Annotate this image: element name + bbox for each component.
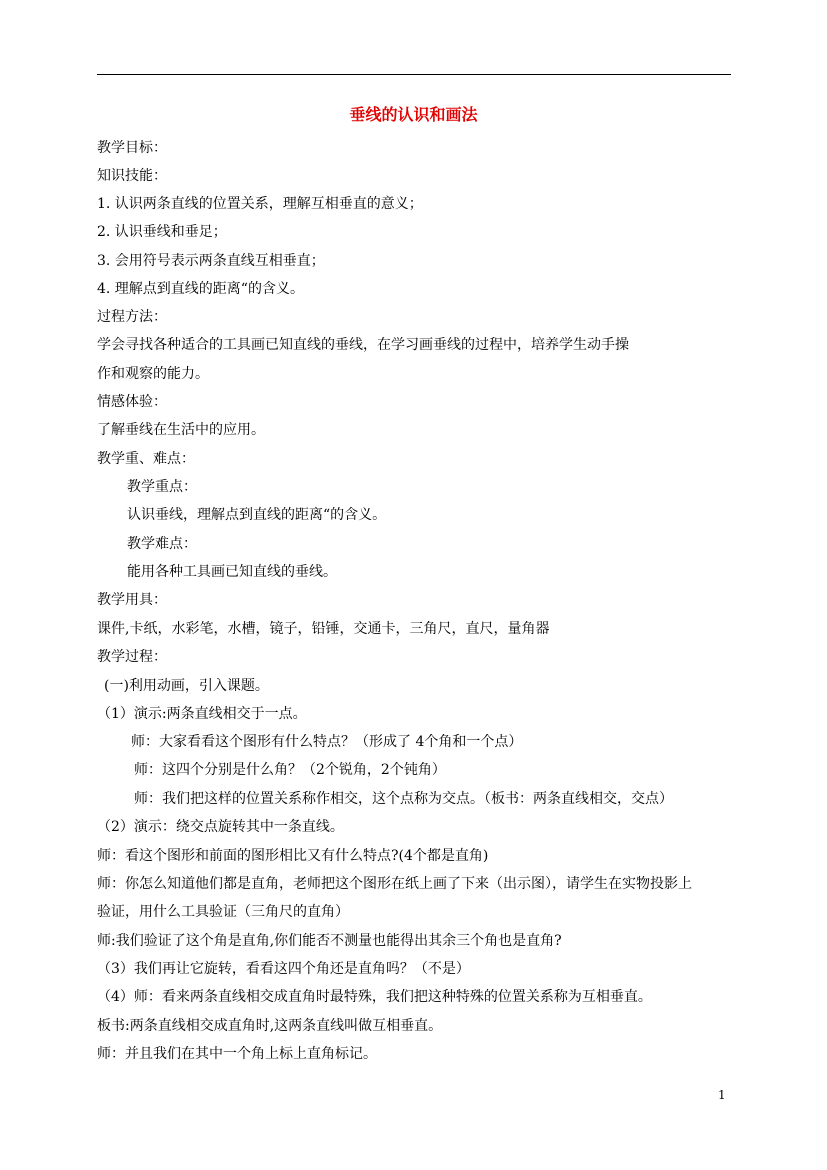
text-line: 师：这四个分别是什么角？（2个锐角，2个钝角） (134, 762, 446, 778)
text-line: (一)利用动画，引入课题。 (104, 678, 269, 694)
text-line: （3）我们再让它旋转，看看这四个角还是直角吗？（不是） (97, 961, 470, 977)
text-line: 过程方法： (97, 309, 167, 325)
text-line: 教学目标： (97, 140, 167, 156)
text-line: 认识垂线，理解点到直线的距离“的含义。 (127, 507, 387, 523)
page-title: 垂线的认识和画法 (349, 105, 478, 124)
text-line: （1）演示:两条直线相交于一点。 (97, 706, 307, 722)
text-line: 板书:两条直线相交成直角时,这两条直线叫做互相垂直。 (97, 1018, 443, 1034)
text-line: 教学过程： (97, 649, 167, 665)
text-line: 能用各种工具画已知直线的垂线。 (127, 564, 337, 580)
page-number: 1 (718, 1088, 726, 1102)
text-line: 教学重点： (127, 479, 197, 495)
text-line: （2）演示：绕交点旋转其中一条直线。 (97, 819, 344, 835)
text-line: 师:我们验证了这个角是直角,你们能否不测量也能得出其余三个角也是直角? (97, 933, 562, 949)
text-line: 验证，用什么工具验证（三角尺的直角） (97, 904, 349, 920)
text-line: 课件,卡纸，水彩笔，水槽，镜子，铅锤，交通卡，三角尺，直尺，量角器 (97, 621, 550, 637)
text-line: 师：大家看看这个图形有什么特点？（形成了 4个角和一个点） (131, 734, 523, 750)
text-line: 师：你怎么知道他们都是直角，老师把这个图形在纸上画了下来（出示图），请学生在实物投影上 (97, 876, 692, 892)
text-line: （4）师：看来两条直线相交成直角时最特殊，我们把这种特殊的位置关系称为互相垂直。 (97, 989, 652, 1005)
text-line: 1. 认识两条直线的位置关系，理解互相垂直的意义； (97, 196, 423, 212)
header-rule (97, 74, 731, 75)
text-line: 学会寻找各种适合的工具画已知直线的垂线，在学习画垂线的过程中，培养学生动手操 (97, 337, 629, 353)
text-line: 师：我们把这样的位置关系称作相交，这个点称为交点。（板书：两条直线相交，交点） (134, 791, 673, 807)
text-line: 4. 理解点到直线的距离“的含义。 (97, 281, 304, 297)
text-line: 知识技能： (97, 168, 167, 184)
text-line: 2. 认识垂线和垂足； (97, 224, 227, 240)
text-line: 3. 会用符号表示两条直线互相垂直； (97, 253, 325, 269)
text-line: 师：看这个图形和前面的图形相比又有什么特点?(4个都是直角) (97, 848, 489, 864)
text-line: 情感体验： (97, 394, 167, 410)
text-line: 师：并且我们在其中一个角上标上直角标记。 (97, 1046, 377, 1062)
text-line: 教学难点： (127, 536, 197, 552)
text-line: 教学重、难点： (97, 451, 195, 467)
text-line: 教学用具： (97, 592, 167, 608)
text-line: 作和观察的能力。 (97, 366, 209, 382)
text-line: 了解垂线在生活中的应用。 (97, 422, 265, 438)
